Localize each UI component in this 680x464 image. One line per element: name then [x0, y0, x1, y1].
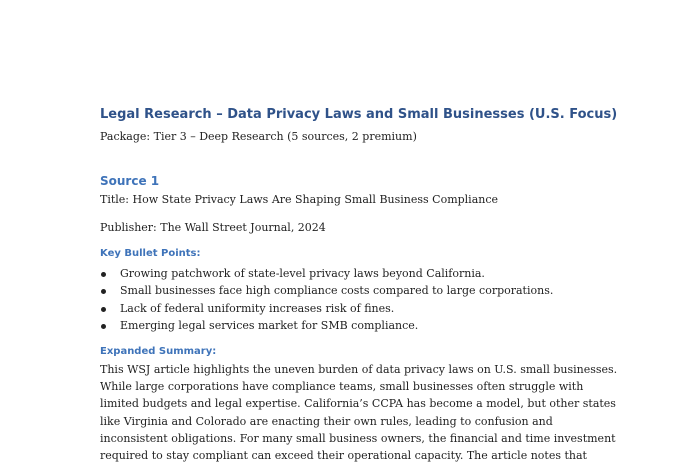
source-title-line: Title: How State Privacy Laws Are Shaping Small Business Compliance [100, 193, 499, 206]
bullet-text: Emerging legal services market for SMB compliance. [120, 318, 419, 332]
bullet-icon [101, 307, 106, 312]
summary-line: While large corporations have compliance teams, small businesses often struggle with [100, 380, 584, 394]
summary-line: like Virginia and Colorado are enacting their own rules, leading to confusion and [100, 414, 553, 428]
list-item [100, 317, 553, 334]
bullet-text: Small businesses face high compliance costs compared to large corporations. [120, 284, 554, 298]
list-item [100, 300, 553, 317]
summary-heading: Expanded Summary: [100, 346, 217, 357]
bullet-icon [101, 289, 106, 294]
key-points-list [100, 265, 553, 334]
list-item [100, 265, 553, 282]
summary-line: required to stay compliant can exceed their operational capacity. The article notes that [100, 448, 587, 462]
source-publisher-line: Publisher: The Wall Street Journal, 2024 [100, 221, 326, 234]
summary-line: This WSJ article highlights the uneven burden of data privacy laws on U.S. small businesses. [100, 363, 618, 376]
list-item [100, 282, 553, 299]
summary-paragraph [100, 361, 617, 464]
source-heading: Source 1 [100, 174, 160, 188]
bullet-text: Lack of federal uniformity increases risk of fines. [120, 301, 395, 315]
bullet-icon [101, 272, 106, 277]
summary-line: limited budgets and legal expertise. California’s CCPA has become a model, but other states [100, 397, 616, 411]
bullet-text: Growing patchwork of state-level privacy laws beyond California. [120, 267, 485, 280]
document-title: Legal Research – Data Privacy Laws and Small Businesses (U.S. Focus) [100, 107, 618, 122]
package-line: Package: Tier 3 – Deep Research (5 sources, 2 premium) [100, 130, 417, 143]
summary-line: inconsistent obligations. For many small business owners, the financial and time investment [100, 431, 616, 445]
key-points-heading: Key Bullet Points: [100, 248, 201, 259]
bullet-icon [101, 324, 106, 329]
